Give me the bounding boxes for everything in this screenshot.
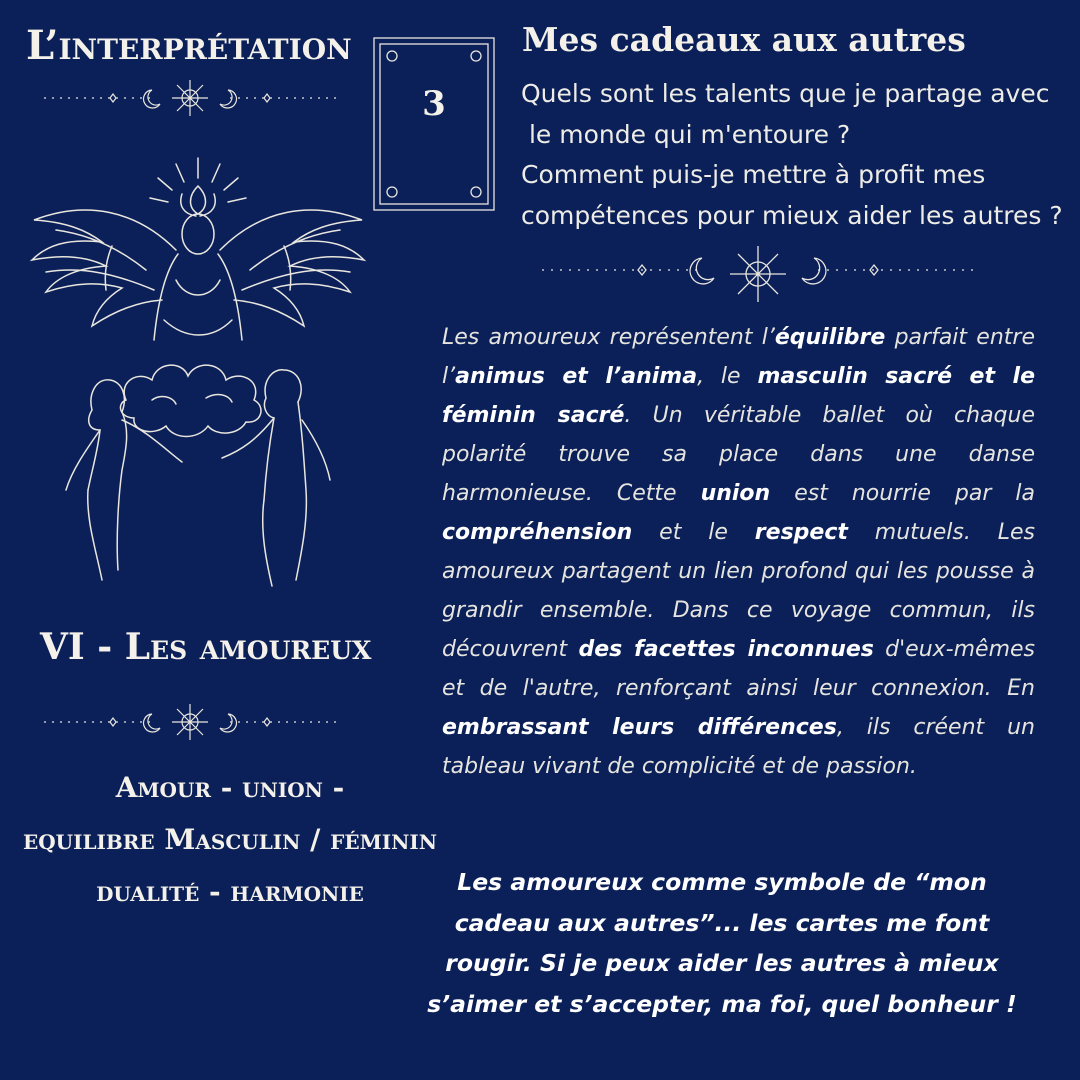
description-text: mutuels. Les amoureux partagent un lien profond qui les pousse à grandir ensemble. Dans ce voyage commun, ils découvrent	[442, 520, 1035, 662]
keyword-line: dualité - harmonie	[96, 875, 364, 908]
description-emphasis: union	[700, 481, 771, 506]
card-title: VI - Les amoureux	[40, 626, 372, 668]
description-text: d'eux-mêmes et de l'autre, renforçant ainsi leur connexion. En	[442, 637, 1036, 701]
description-text: est nourrie par la	[770, 481, 1035, 506]
keyword-line: equilibre Masculin / féminin	[23, 823, 437, 856]
card-number: 3	[422, 84, 446, 124]
question-line: le monde qui m'entoure ?	[521, 119, 851, 149]
card-frame-icon	[372, 36, 496, 212]
section-title: Mes cadeaux aux autres	[522, 20, 966, 59]
keyword-line: Amour - union -	[115, 771, 345, 804]
celestial-divider-icon	[538, 244, 978, 304]
card-description	[442, 318, 1035, 786]
celestial-divider-icon	[40, 702, 340, 742]
reflection-questions	[521, 74, 1071, 236]
description-text: et le	[632, 520, 755, 545]
description-text: , le	[697, 364, 758, 389]
description-emphasis: équilibre	[774, 325, 886, 350]
description-emphasis: respect	[754, 520, 848, 545]
description-text: parfait entre l’	[442, 325, 1035, 389]
lovers-angel-illustration	[26, 150, 370, 590]
description-emphasis: animus et l’anima	[455, 364, 698, 389]
question-line: compétences pour mieux aider les autres ?	[521, 200, 1063, 230]
description-emphasis: masculin sacré et le féminin sacré	[442, 364, 1035, 428]
description-text: , ils créent un tableau vivant de complicité et de passion.	[442, 715, 1035, 779]
description-emphasis: compréhension	[442, 520, 633, 545]
description-emphasis: embrassant leurs différences	[442, 715, 837, 740]
celestial-divider-icon	[40, 78, 340, 118]
personal-quote: Les amoureux comme symbole de “mon cadeau aux autres”... les cartes me font rougir. Si je peux aider les autres à mieux s’aimer et s’accepter, ma foi, quel bonheur !	[427, 868, 1017, 1018]
question-line: Quels sont les talents que je partage avec	[521, 79, 1050, 108]
page-title: L’interprétation	[26, 22, 352, 69]
question-line: Comment puis-je mettre à profit mes	[521, 160, 986, 189]
description-text: . Un véritable ballet où chaque polarité trouve sa place dans une danse harmonieuse. Cette	[442, 403, 1035, 506]
description-emphasis: des facettes inconnues	[578, 637, 874, 662]
card-keywords	[20, 762, 440, 918]
description-text: Les amoureux représentent l’	[442, 325, 775, 350]
